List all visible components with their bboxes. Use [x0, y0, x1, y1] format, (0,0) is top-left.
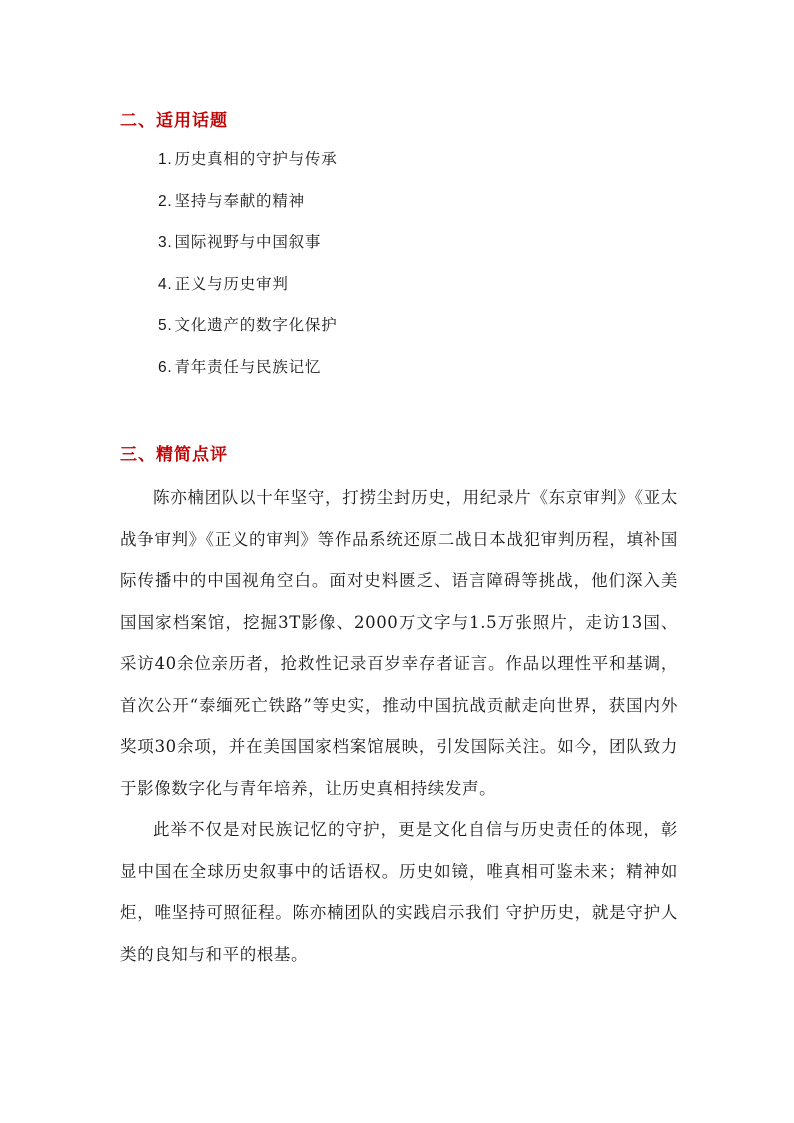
topic-number: 1. — [158, 151, 173, 168]
topic-item-1 — [158, 149, 338, 191]
topic-item-2 — [158, 191, 338, 233]
topic-item-4 — [158, 274, 338, 316]
topic-list — [158, 149, 338, 399]
topic-text: 正义与历史审判 — [174, 274, 289, 293]
topic-item-5 — [158, 315, 338, 357]
topic-number: 5. — [158, 317, 173, 335]
topic-text: 国际视野与中国叙事 — [174, 233, 322, 252]
topic-item-6 — [158, 357, 338, 399]
section-heading-brief-review: 三、精简点评 — [120, 445, 228, 465]
topic-item-3 — [158, 232, 338, 274]
topic-text: 历史真相的守护与传承 — [174, 150, 338, 168]
topic-text: 坚持与奉献的精神 — [174, 191, 305, 210]
section-heading-applicable-topics: 二、适用话题 — [120, 111, 228, 131]
topic-text: 文化遗产的数字化保护 — [174, 316, 338, 335]
topic-number: 3. — [158, 234, 173, 252]
topic-number: 6. — [158, 358, 173, 376]
review-body — [120, 477, 678, 975]
topic-number: 2. — [158, 192, 173, 210]
review-paragraph-2: 此举不仅是对民族记忆的守护，更是文化自信与历史责任的体现，彰显中国在全球历史叙事中的话语权。历史如镜，唯真相可鉴未来；精神如炬，唯坚持可照征程。陈亦楠团队的实践启示我们 守护历史，就是守护人类的良知与和平的根基。 — [120, 820, 678, 964]
topic-text: 青年责任与民族记忆 — [174, 357, 322, 376]
review-paragraph-1: 陈亦楠团队以十年坚守，打捞尘封历史，用纪录片《东京审判》《亚太战争审判》《正义的审判》等作品系统还原二战日本战犯审判历程，填补国际传播中的中国视角空白。面对史料匮乏、语言障碍等挑战，他们深入美国国家档案馆，挖掘3T影像、2000万文字与1.5万张照片，走访13国、采访40余位亲历者，抢救性记录百岁幸存者证言。作品以理性平和基调，首次公开“泰缅死亡铁路”等史实，推动中国抗战贡献走向世界，获国内外奖项30余项，并在美国国家档案馆展映，引发国际关注。如今，团队致力于影像数字化与青年培养，让历史真相持续发声。 — [120, 488, 678, 798]
topic-number: 4. — [158, 275, 173, 293]
